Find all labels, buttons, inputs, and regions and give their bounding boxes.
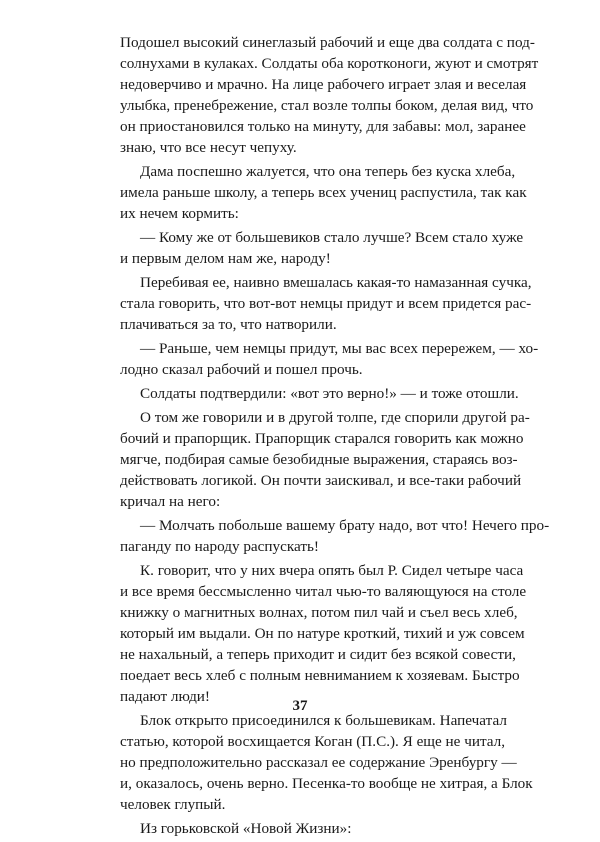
text-line: но предположительно рассказал ее содержание Эренбургу —: [120, 754, 517, 771]
paragraph: [120, 515, 550, 557]
paragraph: [120, 32, 539, 158]
text-line: паганду по народу распускать!: [120, 538, 319, 555]
text-line: который им выдали. Он по натуре кроткий, тихий и уж совсем: [120, 625, 525, 642]
paragraph: [120, 560, 527, 707]
paragraph: [120, 710, 533, 815]
text-line: кричал на него:: [120, 493, 221, 510]
text-line: К. говорит, что у них вчера опять был Р. Сидел четыре часа: [140, 562, 524, 579]
text-line: действовать логикой. Он почти заискивал, и все-таки рабочий: [120, 472, 522, 489]
text-line: и первым делом нам же, народу!: [120, 250, 331, 267]
text-line: он приостановился только на минуту, для забавы: мол, заранее: [120, 118, 526, 135]
paragraph: [120, 338, 539, 380]
paragraph: [120, 272, 532, 335]
text-line: улыбка, пренебрежение, стал возле толпы боком, делая вид, что: [120, 97, 534, 114]
text-line: человек глупый.: [120, 796, 226, 813]
paragraph: [120, 818, 492, 839]
text-line: статью, которой восхищается Коган (П.С.). Я еще не читал,: [120, 733, 506, 750]
text-line: знаю, что все несут чепуху.: [120, 139, 297, 156]
text-line: падают люди!: [120, 688, 210, 705]
text-line: не нахальный, а теперь приходит и сидит без всякой совести,: [120, 646, 516, 663]
text-line: и, оказалось, очень верно. Песенка-то вообще не хитрая, а Блок: [120, 775, 533, 792]
text-line: поедает весь хлеб с полным невниманием к хозяевам. Быстро: [120, 667, 520, 684]
text-line: стала говорить, что вот-вот немцы придут и всем придется рас-: [120, 295, 532, 312]
text-line: О том же говорили и в другой толпе, где спорили другой ра-: [140, 409, 530, 426]
text-line: и все время бессмысленно читал чью-то валяющуюся на столе: [120, 583, 527, 600]
text-line: Блок открыто присоединился к большевикам. Напечатал: [140, 712, 507, 729]
text-line: мягче, подбирая самые безобидные выражения, стараясь воз-: [120, 451, 518, 468]
text-line: Из горьковской «Новой Жизни»:: [140, 820, 352, 837]
text-line: недоверчиво и мрачно. На лице рабочего играет злая и веселая: [120, 76, 527, 93]
text-line: лодно сказал рабочий и пошел прочь.: [120, 361, 363, 378]
paragraph: [120, 161, 527, 224]
text-line: бочий и прапорщик. Прапорщик старался говорить как можно: [120, 430, 524, 447]
text-line: — Раньше, чем немцы придут, мы вас всех перережем, — хо-: [140, 340, 539, 357]
paragraph: [120, 227, 524, 269]
page-number: 37: [292, 698, 308, 714]
page-body: [120, 32, 550, 842]
text-line: имела раньше школу, а теперь всех учениц распустила, так как: [120, 184, 527, 201]
text-line: Подошел высокий синеглазый рабочий и еще два солдата с под-: [120, 34, 535, 51]
text-line: — Молчать побольше вашему брату надо, вот что! Нечего про-: [140, 517, 550, 534]
paragraph: [120, 407, 530, 512]
text-line: книжку о магнитных волнах, потом пил чай и съел весь хлеб,: [120, 604, 518, 621]
text-line: — Кому же от большевиков стало лучше? Всем стало хуже: [140, 229, 524, 246]
text-line: плачиваться за то, что натворили.: [120, 316, 337, 333]
text-line: Перебивая ее, наивно вмешалась какая-то намазанная сучка,: [140, 274, 532, 291]
paragraph: [120, 383, 519, 404]
text-line: Дама поспешно жалуется, что она теперь без куска хлеба,: [140, 163, 516, 180]
text-line: Солдаты подтвердили: «вот это верно!» — и тоже отошли.: [140, 385, 519, 402]
text-line: солнухами в кулаках. Солдаты оба коротконоги, жуют и смотрят: [120, 55, 539, 72]
text-line: их нечем кормить:: [120, 205, 239, 222]
